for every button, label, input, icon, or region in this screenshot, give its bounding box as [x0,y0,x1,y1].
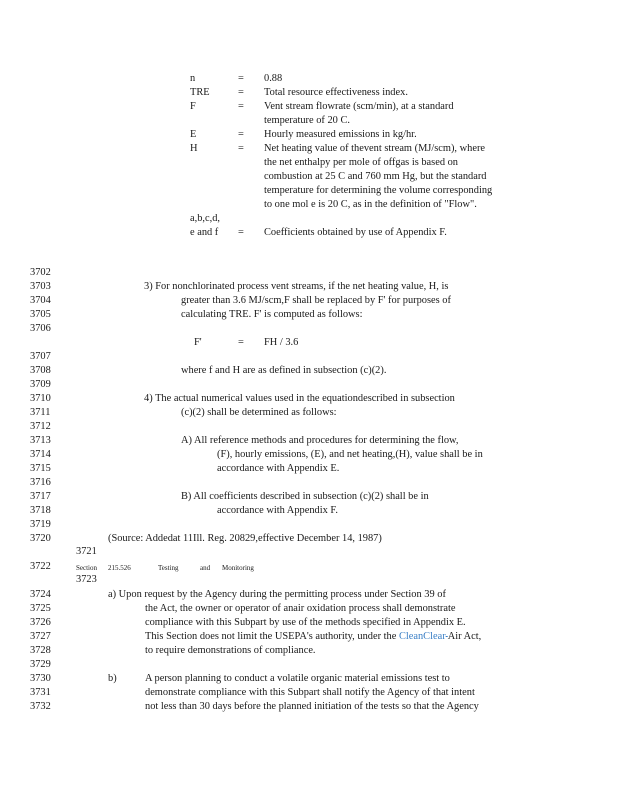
def-eq: = [238,73,244,84]
line-number: 3720 [30,533,51,544]
line-number: 3713 [30,435,51,446]
paragraph-line: the Act, the owner or operator of anair oxidation process shall demonstrate [145,603,456,614]
section-title: Monitoring [222,564,254,572]
line-number: 3712 [30,421,51,432]
def-text: combustion at 25 C and 760 mm Hg, but the standard [264,171,487,182]
coef-term: e and f [190,227,219,238]
source-note: (Source: Addedat 11Ill. Reg. 20829,effective December 14, 1987) [108,533,382,544]
line-number: 3727 [30,631,51,642]
subitem-b-line: B) All coefficients described in subsection (c)(2) shall be in [181,491,429,502]
line-number: 3730 [30,673,51,684]
line-number: 3731 [30,687,51,698]
section-title: and [200,564,211,572]
def-term: F [190,101,196,112]
inserted-text: CleanClear [398,631,446,642]
def-text: Hourly measured emissions in kg/hr. [264,129,417,140]
subitem-a-line: (F), hourly emissions, (E), and net heating,(H), value shall be in [217,449,483,460]
def-term: H [190,143,198,154]
line-number: 3716 [30,477,51,488]
line-number: 3703 [30,281,51,292]
def-eq: = [238,129,244,140]
line-number: 3702 [30,267,51,278]
def-text: the net enthalpy per mole of offgas is based on [264,157,459,168]
line-number: 3707 [30,351,51,362]
line-number: 3714 [30,449,51,460]
line-number: 3724 [30,589,51,600]
coef-text: Coefficients obtained by use of Appendix F. [264,227,447,238]
subitem-a-line: A) All reference methods and procedures for determining the flow, [181,435,459,446]
line-number: 3718 [30,505,51,516]
line-number: 3709 [30,379,51,390]
def-text: 0.88 [264,73,283,84]
line-number: 3721 [76,546,97,557]
def-term: TRE [190,87,210,98]
line-number: 3725 [30,603,51,614]
paragraph-line: greater than 3.6 MJ/scm,F shall be replaced by F' for purposes of [181,295,451,306]
paragraph-line: compliance with this Subpart by use of the methods specified in Appendix E. [145,617,466,628]
paragraph-line: calculating TRE. F' is computed as follows: [181,309,363,320]
section-title: Testing [158,564,179,572]
def-eq: = [238,143,244,154]
def-text: temperature of 20 C. [264,115,350,126]
equation-right: FH / 3.6 [264,337,299,348]
paragraph-line [145,631,481,643]
def-text: Total resource effectiveness index. [264,87,408,98]
def-term: n [190,73,196,84]
coef-term: a,b,c,d, [190,213,221,224]
line-number: 3704 [30,295,51,306]
line-number: 3719 [30,519,51,530]
subsection-label: b) [108,673,117,684]
line-number: 3708 [30,365,51,376]
def-term: E [190,129,197,140]
line-number: 3729 [30,659,51,670]
line-text: Air Act, [447,631,482,642]
paragraph-line: (c)(2) shall be determined as follows: [181,407,337,418]
line-number: 3710 [30,393,51,404]
def-eq: = [238,87,244,98]
def-text: temperature for determining the volume corresponding [264,185,493,196]
paragraph-line: 3) For nonchlorinated process vent streams, if the net heating value, H, is [144,281,449,292]
paragraph-line: where f and H are as defined in subsection (c)(2). [181,365,387,376]
paragraph-line: demonstrate compliance with this Subpart shall notify the Agency of that intent [145,687,475,698]
paragraph-line: not less than 30 days before the planned initiation of the tests so that the Agency [145,701,479,712]
coef-eq: = [238,227,244,238]
line-number: 3715 [30,463,51,474]
line-number: 3732 [30,701,51,712]
equation-sign: = [238,337,244,348]
paragraph-line: to require demonstrations of compliance. [145,645,316,656]
subitem-a-line: accordance with Appendix E. [217,463,340,474]
def-text: to one mol e is 20 C, as in the definition of "Flow". [264,199,477,210]
def-eq: = [238,101,244,112]
line-text: This Section does not limit the USEPA's authority, under the [145,631,399,642]
section-number: 215.526 [108,564,131,572]
line-number: 3711 [30,407,51,418]
line-number: 3706 [30,323,51,334]
paragraph-line: a) Upon request by the Agency during the permitting process under Section 39 of [108,589,446,600]
line-number: 3728 [30,645,51,656]
def-text: Net heating value of thevent stream (MJ/scm), where [264,143,486,154]
paragraph-line: A person planning to conduct a volatile organic material emissions test to [145,673,450,684]
line-number: 3726 [30,617,51,628]
section-label: Section [76,564,97,572]
paragraph-line: 4) The actual numerical values used in the equationdescribed in subsection [144,393,455,404]
line-number: 3705 [30,309,51,320]
subitem-b-line: accordance with Appendix F. [217,505,338,516]
line-number: 3723 [76,574,97,585]
line-number: 3717 [30,491,51,502]
equation-left: F' [194,337,202,348]
def-text: Vent stream flowrate (scm/min), at a standard [264,101,454,112]
line-number: 3722 [30,561,51,572]
